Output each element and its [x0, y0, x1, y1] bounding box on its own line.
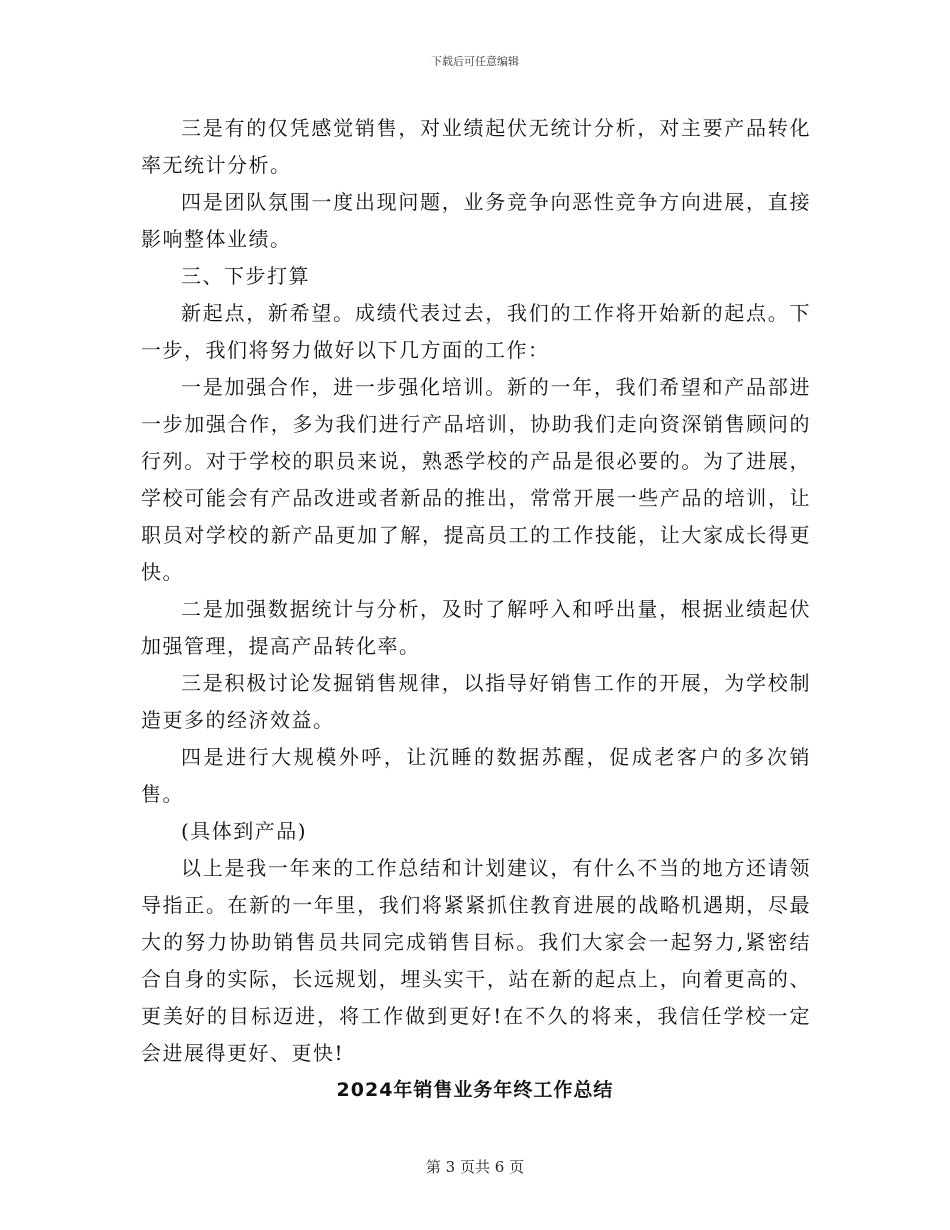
paragraph: 三是有的仅凭感觉销售，对业绩起伏无统计分析，对主要产品转化率无统计分析。: [141, 116, 811, 177]
section-heading: 三、下步打算: [181, 264, 310, 288]
document-title: 2024年销售业务年终工作总结: [336, 1079, 614, 1101]
page-header: 下载后可任意编辑: [431, 55, 519, 68]
document-body: [141, 110, 811, 1072]
paragraph: 四是团队氛围一度出现问题，业务竞争向恶性竞争方向进展，直接影响整体业绩。: [141, 190, 811, 251]
paragraph: 以上是我一年来的工作总结和计划建议，有什么不当的地方还请领导指正。在新的一年里，我们将紧紧抓住教育进展的战略机遇期，尽最大的努力协助销售员共同完成销售目标。我们大家会一起努力,紧密结合自身的实际，长远规划，埋头实干，站在新的起点上，向着更高的、更美好的目标迈进，将工作做到更好!在不久的将来，我信任学校一定会进展得更好、更快!: [141, 856, 811, 1065]
paragraph: (具体到产品): [181, 819, 308, 843]
paragraph: 一是加强合作，进一步强化培训。新的一年，我们希望和产品部进一步加强合作，多为我们进行产品培训，协助我们走向资深销售顾问的行列。对于学校的职员来说，熟悉学校的产品是很必要的。为了进展，学校可能会有产品改进或者新品的推出，常常开展一些产品的培训，让职员对学校的新产品更加了解，提高员工的工作技能，让大家成长得更快。: [141, 375, 811, 584]
paragraph: 三是积极讨论发掘销售规律，以指导好销售工作的开展，为学校制造更多的经济效益。: [141, 671, 811, 732]
paragraph: 四是进行大规模外呼，让沉睡的数据苏醒，促成老客户的多次销售。: [141, 745, 811, 806]
paragraph: 新起点，新希望。成绩代表过去，我们的工作将开始新的起点。下一步，我们将努力做好以下几方面的工作：: [141, 301, 811, 362]
page-footer: 第 3 页共 6 页: [425, 1158, 525, 1176]
paragraph: 二是加强数据统计与分析，及时了解呼入和呼出量，根据业绩起伏加强管理，提高产品转化率。: [141, 597, 811, 658]
